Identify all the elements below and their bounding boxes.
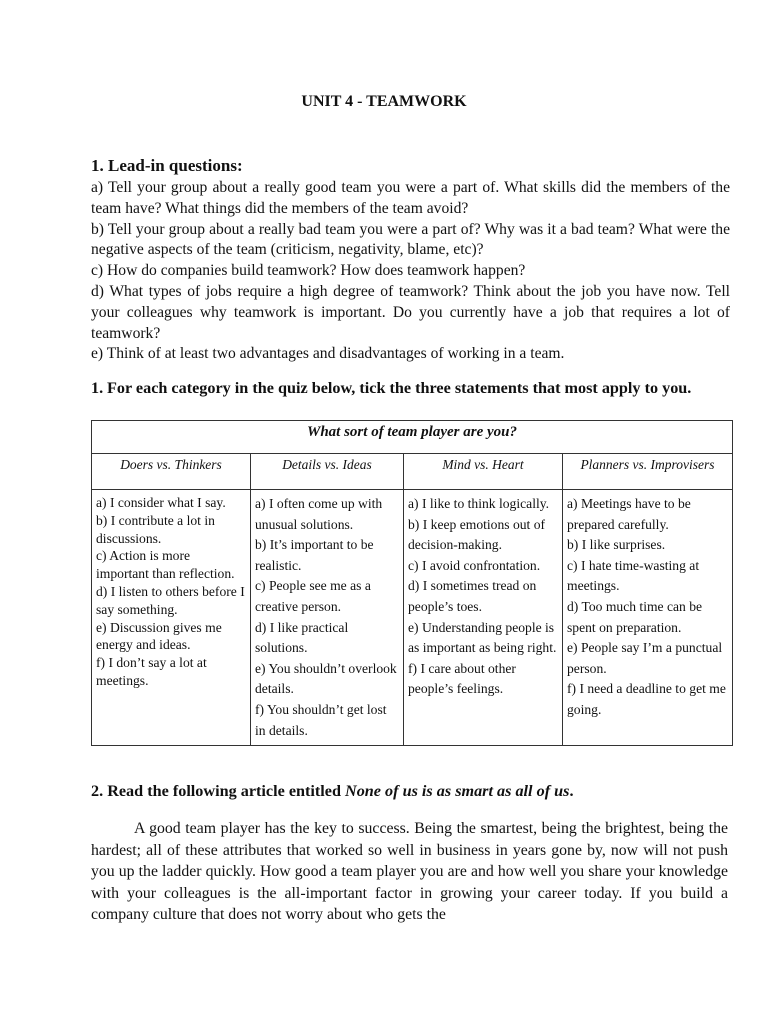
quiz-statement[interactable]: d) Too much time can be spent on preparation. (567, 598, 703, 635)
quiz-statement[interactable]: c) I avoid confrontation. (408, 557, 541, 573)
quiz-column-heading: Details vs. Ideas (251, 454, 404, 490)
lead-in-question: b) Tell your group about a really bad team you were a part of? Why was it a bad team? What were the negative aspects of the team (criticism, negativity, blame, etc)? (91, 220, 730, 259)
lead-in-question: a) Tell your group about a really good team you were a part of. What skills did the members of the team have? What things did the members of the team avoid? (91, 179, 730, 217)
quiz-column-heading: Doers vs. Thinkers (92, 454, 251, 490)
quiz-instruction-text: For each category in the quiz below, tick the three statements that most apply to you. (107, 379, 692, 397)
team-player-quiz-table (91, 420, 733, 746)
quiz-statement[interactable]: a) I like to think logically. (408, 496, 550, 511)
article-heading-suffix: . (569, 782, 574, 800)
quiz-statement[interactable]: e) You shouldn’t overlook details. (255, 660, 397, 697)
article-title: None of us is as smart as all of us (345, 782, 570, 800)
quiz-statement[interactable]: f) I don’t say a lot at meetings. (96, 655, 207, 688)
quiz-column-heading: Mind vs. Heart (404, 454, 563, 490)
quiz-statement[interactable]: a) I consider what I say. (96, 495, 226, 510)
article-heading-prefix: 2. Read the following article entitled (91, 782, 346, 800)
lead-in-question: e) Think of at least two advantages and disadvantages of working in a team. (91, 345, 565, 363)
quiz-statement[interactable]: f) I care about other people’s feelings. (408, 660, 516, 697)
quiz-statement[interactable]: c) I hate time-wasting at meetings. (567, 557, 700, 594)
quiz-statement[interactable]: f) I need a deadline to get me going. (567, 681, 726, 717)
quiz-statement[interactable]: d) I sometimes tread on people’s toes. (408, 578, 537, 614)
quiz-title: What sort of team player are you? (92, 421, 733, 454)
quiz-statement[interactable]: d) I like practical solutions. (255, 619, 349, 656)
lead-in-heading: 1. Lead-in questions: (91, 156, 243, 175)
quiz-statement[interactable]: c) Action is more important than reflection. (96, 548, 235, 582)
quiz-column-doers-thinkers (92, 490, 251, 746)
quiz-instruction-number: 1. (91, 379, 104, 397)
quiz-statement[interactable]: e) Discussion gives me energy and ideas. (96, 619, 222, 653)
quiz-statement[interactable]: b) It’s important to be realistic. (255, 537, 374, 573)
quiz-statement[interactable]: a) Meetings have to be prepared carefully. (567, 496, 691, 532)
article-paragraph: A good team player has the key to success. Being the smartest, being the brightest, being the hardest; all of these attributes that worked so well in business in years gone by, now will not push you up the ladder quickly. How good a team player you are and how well you share your knowledge with your colleagues is the all-important factor in growing your career today. If you build a company culture that does not worry about who gets the (91, 820, 728, 924)
quiz-statement[interactable]: e) Understanding people is as important as being right. (408, 619, 557, 656)
quiz-statement[interactable]: a) I often come up with unusual solutions. (255, 496, 383, 532)
page-title: UNIT 4 - TEAMWORK (301, 93, 467, 110)
article-heading (91, 780, 731, 802)
quiz-statement[interactable]: b) I keep emotions out of decision-making. (408, 516, 546, 553)
quiz-column-mind-heart (404, 490, 563, 746)
quiz-instruction (91, 378, 731, 399)
quiz-statement[interactable]: e) People say I’m a punctual person. (567, 640, 723, 676)
quiz-statement[interactable]: b) I like surprises. (567, 537, 666, 553)
quiz-statement[interactable]: b) I contribute a lot in discussions. (96, 512, 215, 546)
quiz-column-planners-improvisers (563, 490, 733, 746)
lead-in-question: d) What types of jobs require a high degree of teamwork? Think about the job you have now. Tell your colleagues why teamwork is important. Do you currently have a job that requires a lot of teamwork? (91, 282, 730, 342)
lead-in-section (91, 155, 730, 365)
lead-in-question: c) How do companies build teamwork? How does teamwork happen? (91, 262, 526, 280)
quiz-column-details-ideas (251, 490, 404, 746)
quiz-statement[interactable]: f) You shouldn’t get lost in details. (255, 701, 387, 738)
quiz-column-heading: Planners vs. Improvisers (563, 454, 733, 490)
quiz-statement[interactable]: c) People see me as a creative person. (255, 578, 371, 614)
quiz-statement[interactable]: d) I listen to others before I say something. (96, 583, 245, 617)
